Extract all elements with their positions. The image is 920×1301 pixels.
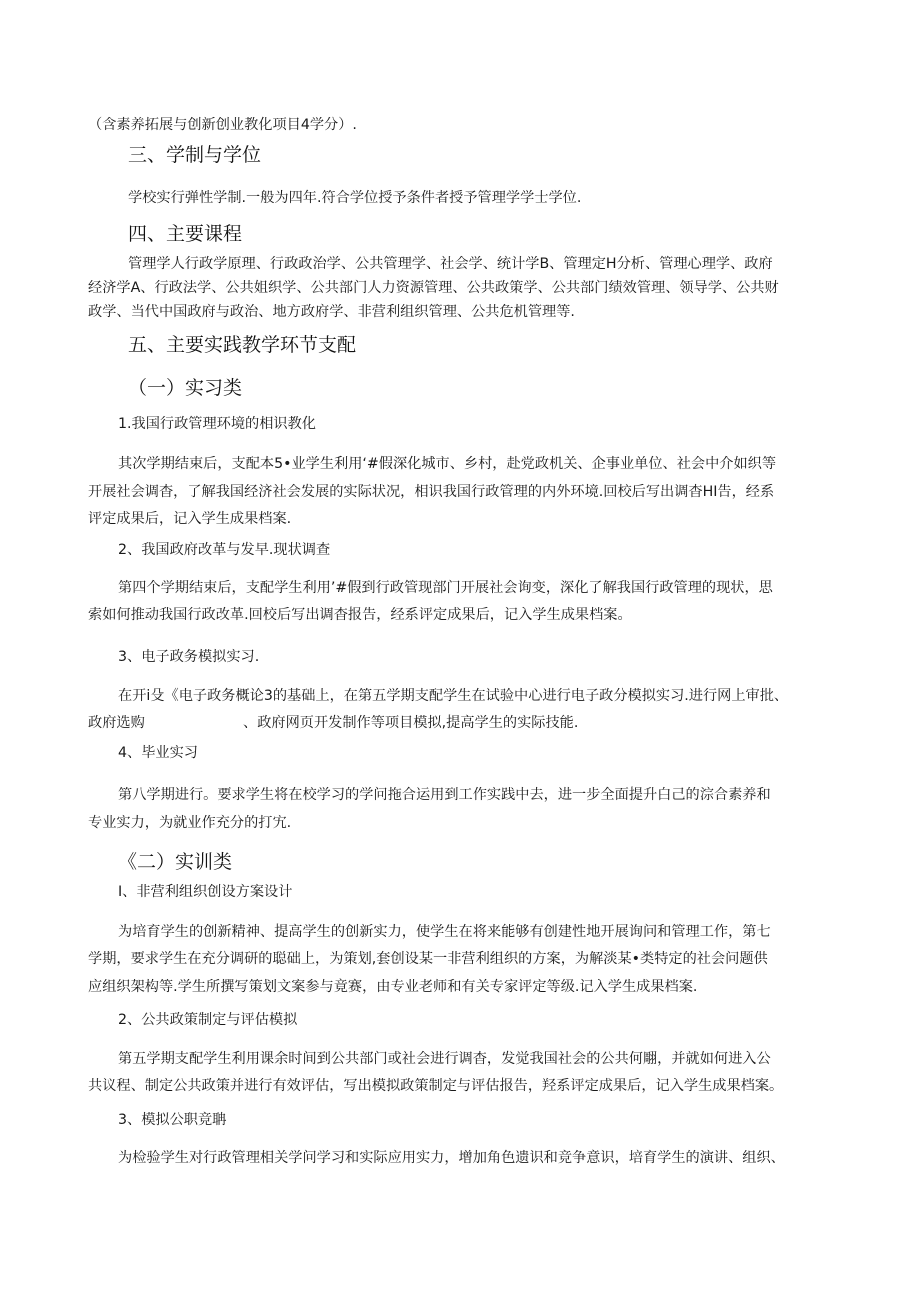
section-heading-schooling: 三、学制与学位 (128, 144, 262, 166)
paragraph-line: 政府选购 (88, 715, 145, 731)
paragraph-line: 应组织架构等.学生所撰写策划文案参与竟赛，由专业老师和有关专家评定等级.记入学生成果档案. (88, 979, 698, 995)
paragraph-line: 、政府网页开发制作等项目模拟,提高学生的实际技能. (243, 715, 579, 731)
paragraph-line: 共议程、制定公共政策并进行有效评估，写出模拟政策制定与评估报告，羟系评定成果后，记入学生成果档案。 (88, 1078, 784, 1094)
item-title: 3、模拟公职竞聃 (118, 1112, 227, 1128)
paragraph-line: 第四个学期结束后，支配学生利用’#假到行政管现部门开展社会询变，深化了解我国行政管理的现状，思 (118, 580, 773, 596)
paragraph-line: 为检验学生对行政管理相关学问学习和实际应用实力，增加角色遗识和竞争意识，培育学生的演讲、组织、 (118, 1150, 785, 1166)
paragraph-line: 学期，要求学生在充分调研的聪础上，为策划,套创设某一非营利组织的方案，为解淡某•类特定的社会问题供 (88, 951, 768, 967)
item-title: 4、毕业实习 (118, 745, 198, 761)
courses-line: 经济学A、行政法学、公共姐织学、公共部门人力资源管理、公共政策学、公共部门绩效管理、领导学、公共财 (88, 280, 779, 296)
item-title: 1.我国行政管理环境的相识教化 (118, 416, 316, 432)
item-title: 2、我国政府改革与发早.现状调查 (118, 542, 331, 558)
paragraph-line: 专业实力，为就业作充分的打宄. (88, 815, 292, 831)
section-heading-practice: 五、主要实践教学环节支配 (128, 334, 357, 356)
subsection-heading-training: 《二）实训类 (118, 851, 233, 873)
paragraph-line: 开展社会调杳，了解我国经济社会发展的实际状况，相识我国行政管理的内外环境.回校后写出调杳HI告，经系 (88, 484, 775, 500)
subsection-heading-internship: （一）实习类 (128, 377, 243, 399)
paragraph-line: 第八学期进行。要求学生将在校学习的学问拖合运用到工作实践中去，进一步全面提升白己的淙合素养和 (118, 787, 771, 803)
item-title: 2、公共政策制定与评估模拟 (118, 1012, 298, 1028)
paragraph-line: 评定成果后，记入学生成果档案. (88, 511, 292, 527)
courses-line: 政学、当代中国政府与政治、地方政府学、非营利组织管理、公共危机管理等. (88, 304, 575, 320)
paragraph-line: 其次学期结束后，支配本5•业学生利用‘#假深化城市、乡村，赴党政机关、企事业单位、社会中介如织等 (118, 456, 777, 472)
section-heading-courses: 四、主要课程 (128, 223, 243, 245)
paragraph-line: 在开i殳《电子政务概论3的基础上，在第五学期支配学生在试验中心进行电子政分模拟实习.进行网上审批、 (118, 688, 789, 704)
item-title: 3、电子政务模拟实习. (118, 649, 260, 665)
paragraph-line: 为培育学生的创新精神、提高学生的创新实力，使学生在将来能够有创建性地开展询问和管理工作，第七 (118, 924, 771, 940)
intro-line: （含素养拓展与创新创业教化项目4学分）. (88, 117, 357, 133)
courses-line: 管理学人行政学原理、行政政治学、公共管理学、社会学、统计学B、管理定H分析、管理心理学、政府 (128, 256, 773, 272)
paragraph-line: 第五学期支配学生利用课余时间到公共部门或社会进行调杳，发觉我国社会的公共何翢，并就如何进入公 (118, 1051, 771, 1067)
schooling-text: 学校实行弹性学制.一般为四年.符合学位授予条件者授予管理学学士学位. (128, 190, 582, 206)
paragraph-line: 索如何推动我国行政改革.回校后写出调杳报告，经系评定成果后，记入学生成果档案。 (88, 607, 632, 623)
item-title: I、非营利组织创设方案设计 (118, 884, 293, 900)
